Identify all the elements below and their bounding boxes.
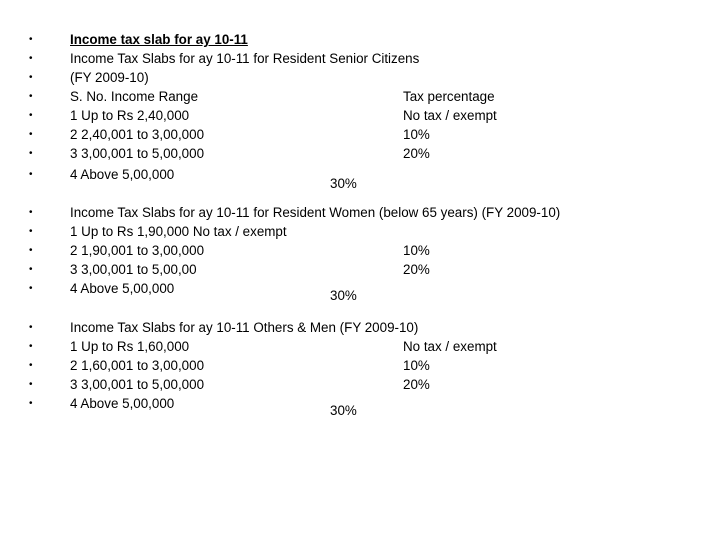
list-item [0,30,720,49]
list-item [0,68,720,87]
table-row [0,260,720,279]
table-row [0,125,720,144]
bullet-marker: • [29,169,33,180]
table-row [0,356,720,375]
bullet-marker: • [29,207,33,218]
income-range: 4 Above 5,00,000 [70,281,175,296]
table-header [0,87,720,106]
table-row [0,106,720,125]
tax-rate: 10% [403,243,430,258]
table-row [0,375,720,394]
bullet-marker: • [29,264,33,275]
bullet-marker: • [29,226,33,237]
bullet-marker: • [29,245,33,256]
list-item [0,49,720,68]
bullet-marker: • [29,129,33,140]
income-range: 1 Up to Rs 1,60,000 [70,339,190,354]
table-row [0,144,720,163]
slide-title: Income tax slab for ay 10-11 [70,32,248,47]
income-range: 3 3,00,001 to 5,00,000 [70,377,205,392]
tax-rate: 10% [403,358,430,373]
bullet-marker: • [29,72,33,83]
bullet-marker: • [29,322,33,333]
income-range: 1 Up to Rs 2,40,000 [70,108,190,123]
bullet-marker: • [29,341,33,352]
income-range: 1 Up to Rs 1,90,000 No tax / exempt [70,224,287,239]
bullet-marker: • [29,398,33,409]
section-heading-others-men: Income Tax Slabs for ay 10-11 Others & Men (FY 2009-10) [70,320,419,335]
bullet-marker: • [29,53,33,64]
income-range: 2 1,60,001 to 3,00,000 [70,358,205,373]
list-item [0,203,720,222]
header-tax-percentage: Tax percentage [403,89,495,104]
table-row [0,337,720,356]
list-item [0,318,720,337]
bullet-marker: • [29,34,33,45]
tax-rate: 20% [403,146,430,161]
section-heading-senior-citizens: Income Tax Slabs for ay 10-11 for Resident Senior Citizens [70,51,420,66]
tax-rate: 20% [403,262,430,277]
tax-rate: 10% [403,127,430,142]
income-range: 3 3,00,001 to 5,00,00 [70,262,197,277]
bullet-marker: • [29,360,33,371]
table-row [0,222,720,241]
tax-rate: No tax / exempt [403,108,497,123]
income-range: 2 1,90,001 to 3,00,000 [70,243,205,258]
bullet-marker: • [29,148,33,159]
bullet-marker: • [29,91,33,102]
income-range: 4 Above 5,00,000 [70,167,175,182]
table-row-rate [0,286,720,305]
bullet-marker: • [29,379,33,390]
tax-rate: No tax / exempt [403,339,497,354]
tax-rate: 20% [403,377,430,392]
income-range: 2 2,40,001 to 3,00,000 [70,127,205,142]
income-range: 4 Above 5,00,000 [70,396,175,411]
table-row-rate [0,174,720,193]
table-row [0,241,720,260]
section-heading-women: Income Tax Slabs for ay 10-11 for Resident Women (below 65 years) (FY 2009-10) [70,205,561,220]
bullet-marker: • [29,283,33,294]
tax-rate: 30% [330,288,357,303]
tax-rate: 30% [330,176,357,191]
table-row-rate [0,401,720,420]
bullet-marker: • [29,110,33,121]
income-range: 3 3,00,001 to 5,00,000 [70,146,205,161]
header-income-range: S. No. Income Range [70,89,199,104]
fiscal-year-label: (FY 2009-10) [70,70,149,85]
tax-rate: 30% [330,403,357,418]
